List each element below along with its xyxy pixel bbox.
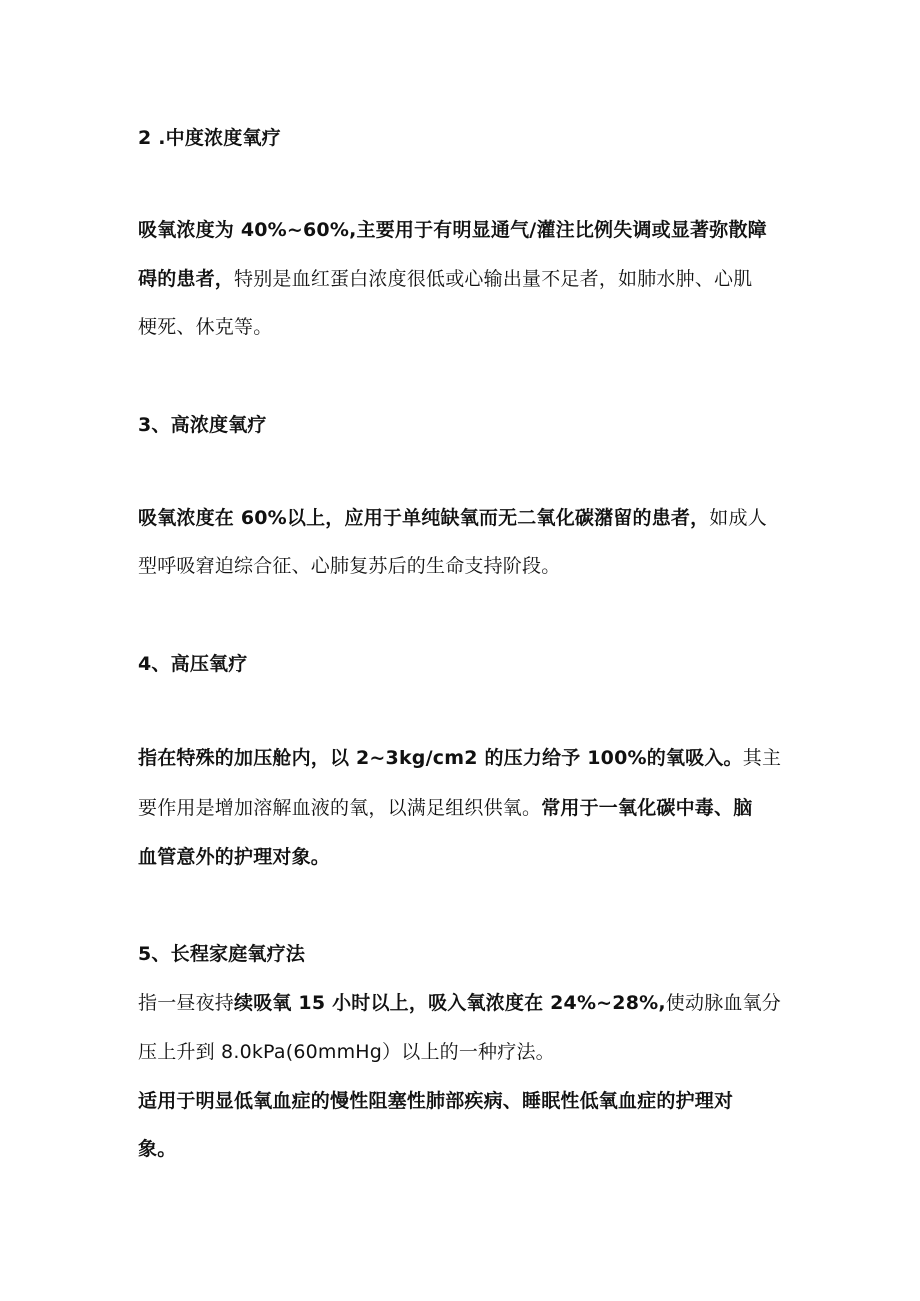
paragraph-line	[138, 745, 781, 771]
text-run: 常用于一氧化碳中毒、脑	[541, 797, 753, 819]
text-run: 血管意外的护理对象。	[138, 846, 331, 868]
text-run: 吸氧浓度为 40%~60%,主要用于有明显通气/灌注比例失调或显著弥散障	[138, 219, 767, 241]
section-heading-2: 2 .中度浓度氧疗	[138, 127, 281, 149]
paragraph-line	[138, 217, 767, 243]
text-run: 型呼吸窘迫综合征、心肺复苏后的生命支持阶段。	[138, 555, 561, 577]
paragraph-line	[138, 1136, 176, 1162]
section-heading-4: 4、高压氧疗	[138, 653, 248, 675]
text-run: 其主	[742, 747, 782, 769]
text-run: 要作用是增加溶解血液的氧，以满足组织供氧。	[138, 797, 542, 819]
section-heading-5: 5、长程家庭氧疗法	[138, 943, 306, 965]
text-run: 压上升到 8.0kPa(60mmHg）以上的一种疗法。	[138, 1041, 555, 1063]
text-run: 特别是血红蛋白浓度很低或心输出量不足者，如肺水肿、心肌	[234, 268, 753, 290]
text-run: 适用于明显低氧血症的慢性阻塞性肺部疾病、睡眠性低氧血症的护理对	[138, 1090, 734, 1112]
text-run: 梗死、休克等。	[138, 316, 273, 338]
paragraph-line	[138, 1039, 555, 1065]
text-run: 指在特殊的加压舱内，以 2~3kg/cm2 的压力给予 100%的氧吸入。	[138, 747, 743, 769]
paragraph-line	[138, 553, 560, 579]
paragraph-line	[138, 990, 781, 1016]
text-run: 使动脉血氧分	[665, 992, 781, 1014]
text-run: 指一昼夜持	[138, 992, 235, 1014]
text-run: 吸氧浓度在 60%以上，应用于单纯缺氧而无二氧化碳潴留的患者，	[138, 507, 710, 529]
paragraph-line	[138, 314, 272, 340]
paragraph-line	[138, 505, 767, 531]
text-run: 象。	[138, 1138, 177, 1160]
section-heading-3: 3、高浓度氧疗	[138, 414, 267, 436]
text-run: 如成人	[709, 507, 767, 529]
text-run: 续吸氧 15 小时以上，吸入氧浓度在 24%~28%,	[234, 992, 666, 1014]
paragraph-line	[138, 1088, 733, 1114]
text-run: 碍的患者，	[138, 268, 235, 290]
paragraph-line	[138, 795, 752, 821]
paragraph-line	[138, 266, 752, 292]
paragraph-line	[138, 844, 330, 870]
